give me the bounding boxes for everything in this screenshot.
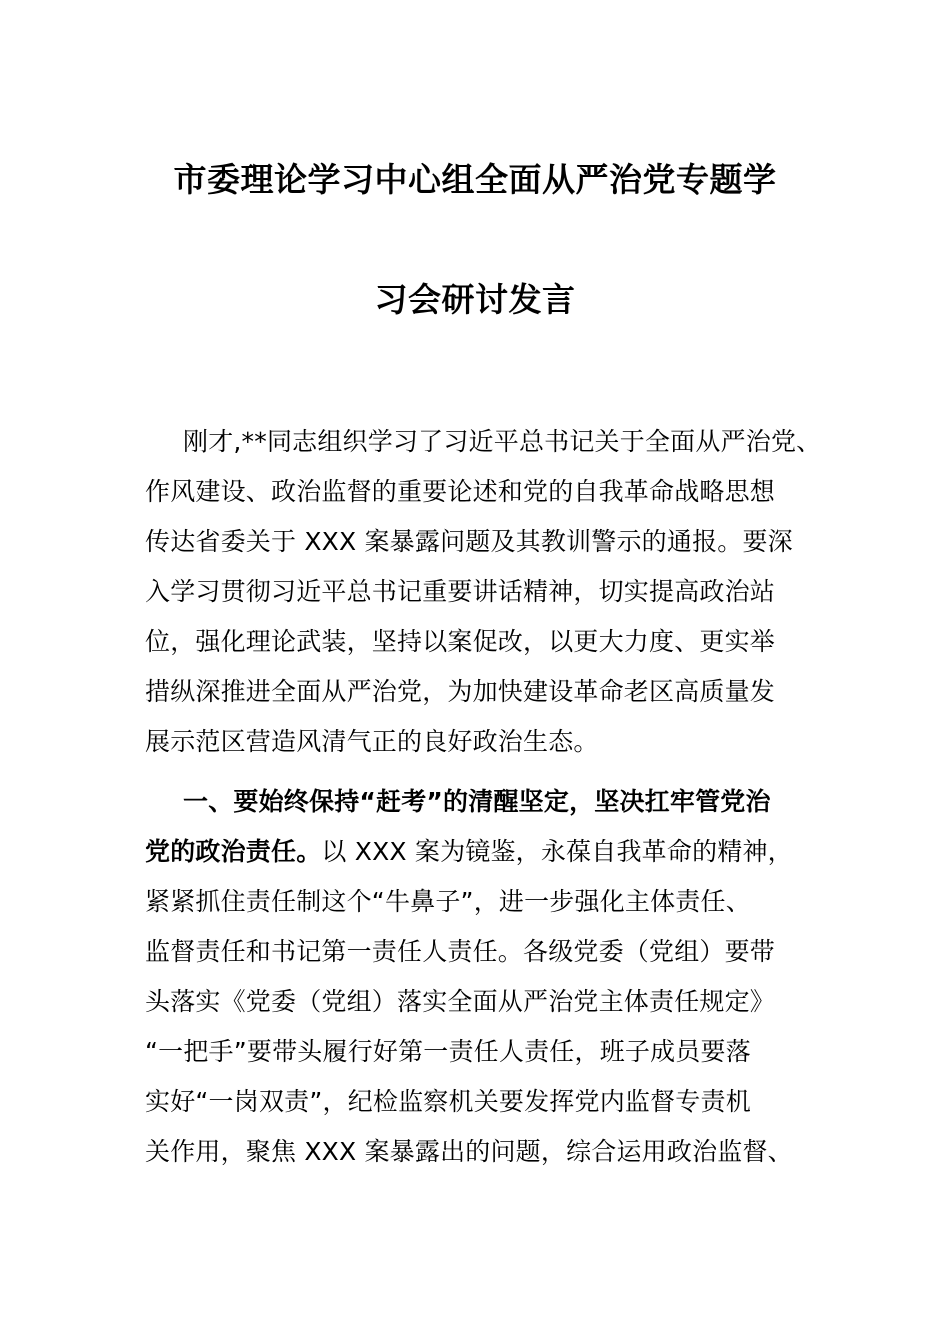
paragraph-line: 监督责任和书记第一责任人责任。各级党委（党组）要带 bbox=[145, 937, 776, 966]
paragraph-line: 位，强化理论武装，坚持以案促改，以更大力度、更实举 bbox=[145, 627, 776, 656]
paragraph-line-text: 以 XXX 案为镜鉴，永葆自我革命的精神， bbox=[321, 837, 793, 866]
paragraph-line: 措纵深推进全面从严治党，为加快建设革命老区高质量发 bbox=[145, 677, 776, 706]
section-heading-tail: 党的政治责任。 bbox=[145, 837, 322, 866]
paragraph-line: 展示范区营造风清气正的良好政治生态。 bbox=[145, 727, 599, 756]
document-title-line-1: 市委理论学习中心组全面从严治党专题学 bbox=[173, 160, 777, 199]
paragraph-line: 紧紧抓住责任制这个“牛鼻子”，进一步强化主体责任、 bbox=[145, 887, 751, 916]
section-heading-line: 一、要始终保持“赶考”的清醒坚定，坚决扛牢管党治 bbox=[183, 787, 771, 816]
paragraph-line bbox=[145, 827, 810, 877]
paragraph-section-one bbox=[145, 777, 810, 1177]
paragraph-line: 刚才,**同志组织学习了习近平总书记关于全面从严治党、 bbox=[183, 427, 822, 456]
paragraph-line: 传达省委关于 XXX 案暴露问题及其教训警示的通报。要深 bbox=[145, 527, 793, 556]
paragraph-line: “一把手”要带头履行好第一责任人责任，班子成员要落 bbox=[145, 1037, 751, 1066]
paragraph-line: 头落实《党委（党组）落实全面从严治党主体责任规定》 bbox=[145, 987, 776, 1016]
paragraph-line: 入学习贯彻习近平总书记重要讲话精神，切实提高政治站 bbox=[145, 577, 776, 606]
paragraph-line: 作风建设、政治监督的重要论述和党的自我革命战略思想 bbox=[145, 477, 776, 506]
paragraph-line: 实好“一岗双责”，纪检监察机关要发挥党内监督专责机 bbox=[145, 1087, 751, 1116]
document-title-line-2: 习会研讨发言 bbox=[374, 280, 576, 319]
paragraph-line: 关作用，聚焦 XXX 案暴露出的问题，综合运用政治监督、 bbox=[145, 1137, 793, 1166]
paragraph-intro bbox=[145, 417, 822, 767]
